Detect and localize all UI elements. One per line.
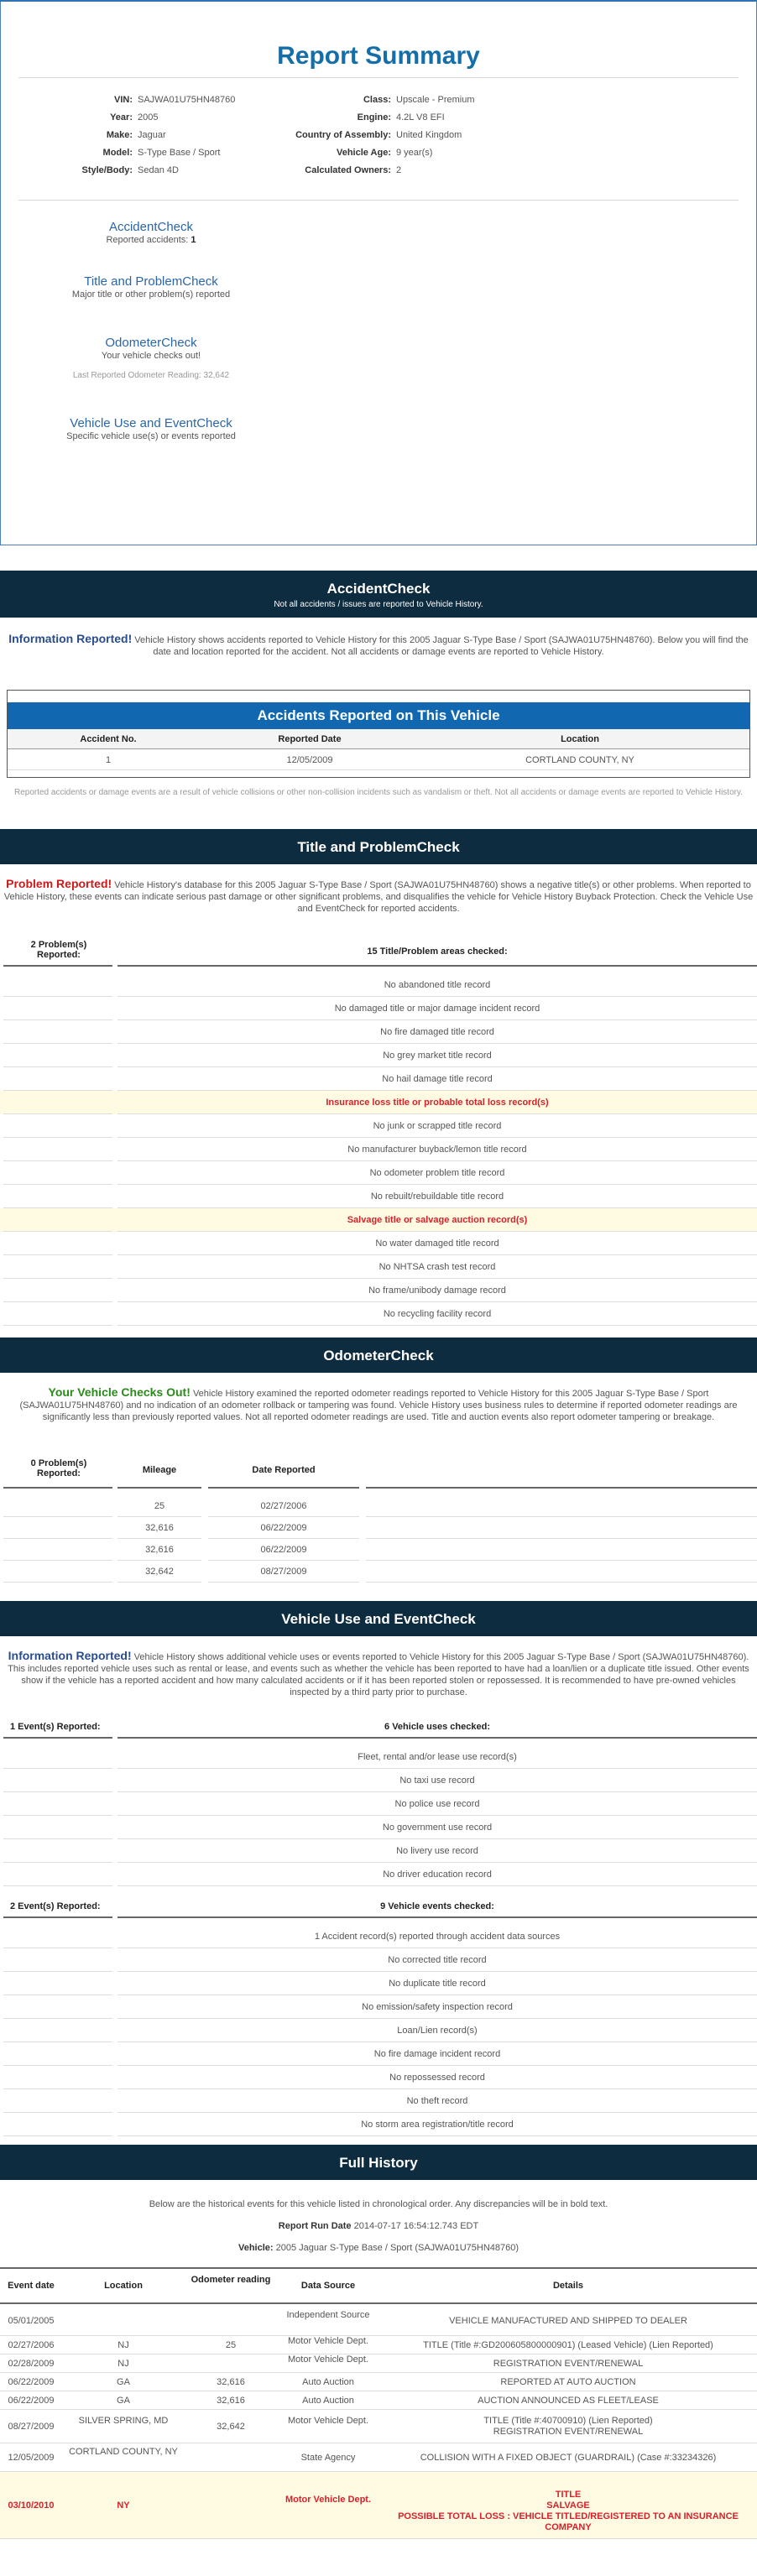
summary-check-title[interactable]: Vehicle Use and EventCheck bbox=[70, 416, 232, 430]
event-date-cell bbox=[0, 2359, 62, 2370]
source-cell bbox=[280, 2416, 376, 2427]
list-item-text: No rebuilt/rebuildable title record bbox=[370, 1192, 504, 1202]
row-divider bbox=[3, 1325, 112, 1326]
list-item-text: No duplicate title record bbox=[389, 1979, 486, 1989]
table-row bbox=[0, 1495, 757, 1517]
list-item-text: No fire damage incident record bbox=[373, 2049, 501, 2059]
cell-line: State Agency bbox=[300, 2452, 356, 2463]
spec-value: Sedan 4D bbox=[138, 165, 179, 175]
list-item bbox=[0, 1114, 757, 1138]
mileage-cell: 32,642 bbox=[145, 1567, 174, 1577]
location-cell bbox=[65, 2447, 181, 2458]
titlecheck-banner bbox=[0, 829, 757, 864]
cell-line: VEHICLE MANUFACTURED AND SHIPPED TO DEALER bbox=[449, 2315, 687, 2326]
odometer-problem-count: 0 Problem(s) Reported: bbox=[30, 1458, 87, 1478]
spec-label: Model: bbox=[102, 148, 133, 158]
details-cell bbox=[379, 2490, 757, 2533]
cell-line: REPORTED AT AUTO AUCTION bbox=[500, 2376, 636, 2387]
divider bbox=[117, 1487, 201, 1489]
column-header: Date Reported bbox=[252, 1465, 316, 1475]
cell-line: NJ bbox=[117, 2358, 129, 2369]
list-item-text: No manufacturer buyback/lemon title record bbox=[347, 1145, 527, 1155]
date-cell: 06/22/2009 bbox=[260, 1523, 307, 1533]
list-item-text: No fire damaged title record bbox=[380, 1027, 494, 1037]
summary-odometercheck[interactable] bbox=[0, 336, 302, 380]
source-cell bbox=[280, 2310, 376, 2321]
spec-row bbox=[50, 148, 220, 158]
list-item bbox=[0, 1769, 757, 1792]
section-title: Title and ProblemCheck bbox=[297, 839, 460, 855]
cell-line: COLLISION WITH A FIXED OBJECT (GUARDRAIL) (Case #:33234326) bbox=[420, 2452, 717, 2463]
table-header bbox=[8, 729, 749, 749]
list-item bbox=[0, 1972, 757, 1995]
divider bbox=[366, 1487, 757, 1489]
spec-row bbox=[260, 95, 475, 105]
list-item bbox=[0, 1279, 757, 1302]
list-item-text: Insurance loss title or probable total loss record(s) bbox=[326, 1098, 549, 1108]
list-item bbox=[0, 2113, 757, 2136]
cell-line: TITLE (Title #:GD200605800000901) (Leased Vehicle) (Lien Reported) bbox=[423, 2339, 713, 2350]
list-item-text: No hail damage title record bbox=[382, 1074, 493, 1084]
cell-line: Auto Auction bbox=[302, 2376, 354, 2387]
spec-value: SAJWA01U75HN48760 bbox=[138, 95, 236, 105]
cell-line: SILVER SPRING, MD bbox=[78, 2416, 169, 2426]
odometer-cell bbox=[185, 2396, 277, 2407]
spec-row bbox=[50, 130, 166, 140]
summary-top-border bbox=[0, 0, 757, 2]
section-title: Vehicle Use and EventCheck bbox=[281, 1611, 476, 1627]
list-item-text: No police use record bbox=[394, 1799, 480, 1809]
divider bbox=[18, 77, 739, 78]
source-cell bbox=[280, 2354, 376, 2365]
list-item-text: No repossessed record bbox=[389, 2073, 485, 2083]
table-row bbox=[0, 2373, 757, 2391]
section-title: Full History bbox=[339, 2155, 418, 2171]
table-title: Accidents Reported on This Vehicle bbox=[8, 702, 749, 729]
list-item-text: No junk or scrapped title record bbox=[373, 1121, 502, 1131]
cell-line: GA bbox=[117, 2376, 130, 2387]
section-title: AccidentCheck bbox=[326, 581, 431, 597]
cell-line: REGISTRATION EVENT/RENEWAL bbox=[493, 2358, 644, 2369]
summary-check-sub: Your vehicle checks out! bbox=[101, 351, 201, 361]
row-divider bbox=[3, 1885, 112, 1886]
summary-usecheck[interactable] bbox=[0, 416, 302, 441]
cell-line: 06/22/2009 bbox=[8, 2395, 55, 2406]
summary-check-title[interactable]: Title and ProblemCheck bbox=[84, 274, 218, 289]
spec-label: Calculated Owners: bbox=[305, 165, 391, 175]
cell-line: 12/05/2009 bbox=[8, 2452, 55, 2463]
cell-line: CORTLAND COUNTY, NY bbox=[69, 2447, 178, 2457]
cell-line: 02/28/2009 bbox=[8, 2358, 55, 2369]
use-description: Information Reported! Vehicle History shows additional vehicle uses or events reported to Vehicle History for this 2005 Jaguar S-Type Base / Sport (SAJWA01U75HN48760). This includes reported vehicle uses such as rental or lease, and events such as whether the vehicle has been reported to have had a loan/lien or a duplicate title issued. Other events show if the vehicle has a reported accident and how many calculated accidents or if it has been reported stolen or repossessed. It is recommended to have pre-owned vehicles inspected by a third party prior to purchase. bbox=[8, 1649, 749, 1697]
divider bbox=[3, 1916, 112, 1918]
list-item-text: Fleet, rental and/or lease use record(s) bbox=[358, 1752, 517, 1762]
cell-line: SALVAGE bbox=[546, 2500, 590, 2511]
list-item-text: 1 Accident record(s) reported through accident data sources bbox=[314, 1932, 561, 1942]
list-item-text: No theft record bbox=[406, 2096, 468, 2106]
cell-line: 05/01/2005 bbox=[8, 2315, 55, 2326]
list-item-text: Salvage title or salvage auction record(s) bbox=[347, 1215, 528, 1225]
cell-line: AUCTION ANNOUNCED AS FLEET/LEASE bbox=[478, 2395, 659, 2406]
date-cell: 02/27/2006 bbox=[260, 1501, 307, 1511]
list-item-text: No livery use record bbox=[396, 1846, 478, 1856]
table-cell: 1 bbox=[105, 755, 112, 765]
list-item-text: No taxi use record bbox=[399, 1776, 475, 1786]
mileage-cell: 32,616 bbox=[145, 1523, 174, 1533]
list-item bbox=[0, 2089, 757, 2113]
section-title: OdometerCheck bbox=[323, 1348, 434, 1364]
cell-line: 25 bbox=[225, 2339, 237, 2350]
list-item bbox=[0, 1044, 757, 1067]
summary-panel bbox=[0, 0, 757, 545]
summary-check-odometer: Last Reported Odometer Reading: 32,642 bbox=[72, 371, 230, 380]
odometer-cell bbox=[185, 2377, 277, 2388]
list-item bbox=[0, 1208, 757, 1232]
event-date-cell bbox=[0, 2316, 62, 2327]
list-item-text: No water damaged title record bbox=[375, 1238, 499, 1249]
row-divider bbox=[366, 1582, 757, 1583]
list-item bbox=[0, 1232, 757, 1255]
summary-check-title[interactable]: OdometerCheck bbox=[105, 336, 197, 350]
details-cell bbox=[379, 2340, 757, 2351]
row-divider bbox=[117, 1325, 757, 1326]
summary-check-sub: Specific vehicle use(s) or events reported bbox=[66, 431, 236, 441]
divider bbox=[117, 1916, 757, 1918]
mileage-cell: 32,616 bbox=[145, 1545, 174, 1555]
details-cell bbox=[379, 2316, 757, 2327]
location-cell bbox=[65, 2396, 181, 2407]
column-header: Accident No. bbox=[80, 734, 137, 744]
location-cell bbox=[65, 2500, 181, 2511]
list-item-text: No recycling facility record bbox=[383, 1309, 492, 1319]
source-cell bbox=[280, 2377, 376, 2388]
cell-line: NY bbox=[117, 2500, 130, 2511]
spec-row bbox=[260, 112, 445, 123]
table-row bbox=[0, 2306, 757, 2336]
section-subtitle: Not all accidents / issues are reported to Vehicle History. bbox=[274, 600, 483, 609]
row-divider bbox=[117, 1582, 201, 1583]
cell-line: 32,616 bbox=[217, 2395, 245, 2406]
list-item bbox=[0, 1839, 757, 1863]
cell-line: NJ bbox=[117, 2339, 129, 2350]
location-cell bbox=[65, 2377, 181, 2388]
event-date-cell bbox=[0, 2422, 62, 2433]
divider bbox=[117, 1737, 757, 1739]
page-title: Report Summary bbox=[277, 42, 480, 70]
spec-label: Country of Assembly: bbox=[295, 130, 391, 140]
list-item-text: No frame/unibody damage record bbox=[368, 1285, 506, 1296]
list-item-text: Loan/Lien record(s) bbox=[397, 2026, 478, 2036]
summary-titlecheck[interactable] bbox=[0, 274, 302, 300]
event-date-cell bbox=[0, 2500, 62, 2511]
odometer-cell bbox=[185, 2422, 277, 2433]
status-lead: Information Reported! bbox=[8, 632, 133, 645]
location-cell bbox=[65, 2416, 181, 2427]
list-item-text: No abandoned title record bbox=[384, 980, 491, 990]
summary-accidentcheck[interactable] bbox=[0, 220, 302, 245]
list-item bbox=[0, 2019, 757, 2042]
spec-row bbox=[260, 148, 432, 158]
odometer-description: Your Vehicle Checks Out! Vehicle History examined the reported odometer readings reported to Vehicle History for this 2005 Jaguar S-Type Base / Sport (SAJWA01U75HN48760) and no indication of an odometer rollback or tampering was found. Vehicle History uses business rules to determine if reported odometer readings are significantly less than previously reported values. Not all reported odometer readings are used. Title and auction events also report odometer tampering or breakage. bbox=[19, 1385, 738, 1422]
list-item-text: No driver education record bbox=[383, 1869, 492, 1880]
table-row bbox=[0, 1517, 757, 1539]
uses-count: 1 Event(s) Reported: bbox=[10, 1722, 101, 1732]
column-header: Mileage bbox=[142, 1465, 177, 1475]
cell-line: POSSIBLE TOTAL LOSS : VEHICLE TITLED/REGISTERED TO AN INSURANCE COMPANY bbox=[398, 2511, 739, 2532]
summary-check-sub: Reported accidents: 1 bbox=[106, 235, 196, 245]
cell-line: REGISTRATION EVENT/RENEWAL bbox=[493, 2427, 644, 2437]
spec-value: Upscale - Premium bbox=[396, 95, 475, 105]
row-divider bbox=[3, 1582, 112, 1583]
list-item-text: No damaged title or major damage incident record bbox=[334, 1004, 540, 1014]
spec-value: 2005 bbox=[138, 112, 159, 123]
table-row bbox=[8, 750, 749, 770]
column-header: Data Source bbox=[300, 2281, 356, 2291]
divider bbox=[3, 1737, 112, 1739]
divider bbox=[208, 1487, 359, 1489]
cell-line: 32,616 bbox=[217, 2376, 245, 2387]
table-row bbox=[0, 1539, 757, 1561]
title-description: Problem Reported! Vehicle History's database for this 2005 Jaguar S-Type Base / Sport (SAJWA01U75HN48760) shows a negative title(s) or other problems. When reported to Vehicle History, these events can indicate serious past damage or other significant problems, and disqualifies the vehicle for Vehicle History Buyback Protection. Check the Vehicle Use and EventCheck for reported accidents. bbox=[3, 877, 754, 914]
list-item bbox=[0, 1255, 757, 1279]
list-item-text: No grey market title record bbox=[383, 1051, 492, 1061]
row-divider bbox=[3, 2135, 112, 2136]
list-item bbox=[0, 1161, 757, 1185]
source-cell bbox=[280, 2336, 376, 2347]
list-item bbox=[0, 1792, 757, 1816]
accidentcheck-banner bbox=[0, 571, 757, 618]
cell-line: 06/22/2009 bbox=[8, 2376, 55, 2387]
table-cell: CORTLAND COUNTY, NY bbox=[525, 755, 634, 765]
date-cell: 08/27/2009 bbox=[260, 1567, 307, 1577]
spec-row bbox=[50, 165, 179, 175]
details-cell bbox=[379, 2396, 757, 2407]
list-item bbox=[0, 1138, 757, 1161]
event-date-cell bbox=[0, 2396, 62, 2407]
odometer-cell bbox=[185, 2340, 277, 2351]
spec-value: 2 bbox=[396, 165, 402, 175]
date-cell: 06/22/2009 bbox=[260, 1545, 307, 1555]
column-header: Location bbox=[104, 2281, 143, 2291]
event-date-cell bbox=[0, 2340, 62, 2351]
details-cell bbox=[379, 2377, 757, 2388]
events-count: 2 Event(s) Reported: bbox=[10, 1901, 101, 1911]
cell-line: Auto Auction bbox=[302, 2395, 354, 2406]
table-row bbox=[0, 2391, 757, 2410]
spec-row bbox=[50, 112, 158, 123]
spec-value: United Kingdom bbox=[396, 130, 462, 140]
table-row bbox=[0, 2443, 757, 2472]
list-item-text: No NHTSA crash test record bbox=[378, 1262, 496, 1272]
cell-line: Motor Vehicle Dept. bbox=[285, 2495, 372, 2505]
location-cell bbox=[65, 2340, 181, 2351]
cell-line: 02/27/2006 bbox=[8, 2339, 55, 2350]
list-item-text: No emission/safety inspection record bbox=[362, 2002, 513, 2012]
details-cell bbox=[379, 2416, 757, 2438]
spec-label: VIN: bbox=[114, 95, 133, 105]
list-item bbox=[0, 973, 757, 997]
column-header: Odometer reading bbox=[191, 2275, 271, 2285]
list-item-text: No storm area registration/title record bbox=[361, 2120, 514, 2130]
list-item bbox=[0, 1863, 757, 1886]
vehicle-line: Vehicle: 2005 Jaguar S-Type Base / Sport (SAJWA01U75HN48760) bbox=[238, 2243, 519, 2253]
problem-count: 2 Problem(s) Reported: bbox=[30, 940, 87, 960]
list-item bbox=[0, 1185, 757, 1208]
summary-check-sub: Major title or other problem(s) reported bbox=[71, 289, 231, 300]
source-cell bbox=[280, 2495, 376, 2506]
spec-label: Engine: bbox=[357, 112, 391, 123]
spec-label: Style/Body: bbox=[81, 165, 133, 175]
divider bbox=[3, 965, 112, 967]
list-item bbox=[0, 1816, 757, 1839]
event-date-cell bbox=[0, 2377, 62, 2388]
column-header: Location bbox=[561, 734, 599, 744]
accident-description: Information Reported! Vehicle History shows accidents reported to Vehicle History for this 2005 Jaguar S-Type Base / Sport (SAJWA01U75HN48760). Below you will find the date and location reported for the accident. Not all accidents or damage events are reported to Vehicle History. bbox=[8, 632, 749, 657]
list-item bbox=[0, 1948, 757, 1972]
history-table-header bbox=[0, 2267, 757, 2304]
spec-label: Class: bbox=[363, 95, 391, 105]
status-lead: Your Vehicle Checks Out! bbox=[48, 1385, 191, 1399]
row-divider bbox=[117, 1885, 757, 1886]
list-item bbox=[0, 1091, 757, 1114]
source-cell bbox=[280, 2453, 376, 2464]
divider bbox=[3, 1487, 112, 1489]
source-cell bbox=[280, 2396, 376, 2407]
table-row bbox=[0, 1561, 757, 1583]
cell-line: Motor Vehicle Dept. bbox=[288, 2354, 368, 2365]
cell-line: 08/27/2009 bbox=[8, 2421, 55, 2432]
list-item bbox=[0, 1745, 757, 1769]
table-cell: 12/05/2009 bbox=[286, 755, 333, 765]
location-cell bbox=[65, 2359, 181, 2370]
column-header: Event date bbox=[8, 2281, 55, 2291]
summary-check-title[interactable]: AccidentCheck bbox=[108, 220, 194, 234]
cell-line: TITLE bbox=[555, 2489, 582, 2500]
odometercheck-banner bbox=[0, 1338, 757, 1373]
table-row bbox=[0, 2410, 757, 2443]
list-item bbox=[0, 2042, 757, 2066]
spec-row bbox=[260, 130, 462, 140]
spec-label: Make: bbox=[106, 130, 133, 140]
events-checked-label: 9 Vehicle events checked: bbox=[380, 1901, 494, 1911]
list-item bbox=[0, 1020, 757, 1044]
areas-checked-label: 15 Title/Problem areas checked: bbox=[367, 946, 508, 957]
table-row bbox=[0, 2472, 757, 2539]
uses-checked-label: 6 Vehicle uses checked: bbox=[384, 1722, 490, 1732]
cell-line: Motor Vehicle Dept. bbox=[288, 2416, 368, 2426]
report-run-date: Report Run Date 2014-07-17 16:54:12.743 EDT bbox=[278, 2221, 479, 2231]
spec-label: Vehicle Age: bbox=[336, 148, 391, 158]
list-item bbox=[0, 1067, 757, 1091]
spec-row bbox=[260, 165, 401, 175]
mileage-cell: 25 bbox=[154, 1501, 165, 1511]
details-cell bbox=[379, 2453, 757, 2464]
accident-note: Reported accidents or damage events are a result of vehicle collisions or other non-collision incidents such as vandalism or theft. Not all accidents or damage events are reported to Vehicle History. bbox=[13, 788, 744, 797]
usecheck-banner bbox=[0, 1601, 757, 1636]
list-item bbox=[0, 997, 757, 1020]
spec-label: Year: bbox=[110, 112, 133, 123]
row-divider bbox=[208, 1582, 359, 1583]
table-row bbox=[0, 2336, 757, 2354]
details-cell bbox=[379, 2359, 757, 2370]
spec-value: 9 year(s) bbox=[396, 148, 433, 158]
list-item bbox=[0, 1925, 757, 1948]
cell-line: Motor Vehicle Dept. bbox=[288, 2336, 368, 2346]
cell-line: Independent Source bbox=[286, 2310, 370, 2320]
cell-line: 03/10/2010 bbox=[8, 2500, 55, 2511]
cell-line: GA bbox=[117, 2395, 130, 2406]
history-intro: Below are the historical events for this vehicle listed in chronological order. Any discrepancies will be in bold text. bbox=[149, 2199, 608, 2209]
spec-value: 4.2L V8 EFI bbox=[396, 112, 445, 123]
history-banner bbox=[0, 2145, 757, 2180]
row-divider bbox=[117, 2135, 757, 2136]
table-row bbox=[0, 2354, 757, 2373]
divider bbox=[117, 965, 757, 967]
list-item-text: No corrected title record bbox=[388, 1955, 487, 1965]
cell-line: TITLE (Title #:40700910) (Lien Reported) bbox=[483, 2416, 653, 2426]
list-item-text: No odometer problem title record bbox=[369, 1168, 505, 1178]
status-lead: Information Reported! bbox=[8, 1649, 132, 1662]
cell-line: 32,642 bbox=[217, 2421, 245, 2432]
list-item bbox=[0, 2066, 757, 2089]
list-item bbox=[0, 1995, 757, 2019]
column-header: Details bbox=[552, 2281, 584, 2291]
accidents-table bbox=[7, 690, 750, 778]
spec-row bbox=[50, 95, 235, 105]
spec-value: Jaguar bbox=[138, 130, 166, 140]
column-header: Reported Date bbox=[278, 734, 342, 744]
spec-value: S-Type Base / Sport bbox=[138, 148, 221, 158]
list-item-text: No government use record bbox=[382, 1822, 493, 1833]
list-item bbox=[0, 1302, 757, 1326]
status-lead: Problem Reported! bbox=[6, 877, 112, 890]
event-date-cell bbox=[0, 2453, 62, 2464]
divider bbox=[18, 200, 739, 201]
